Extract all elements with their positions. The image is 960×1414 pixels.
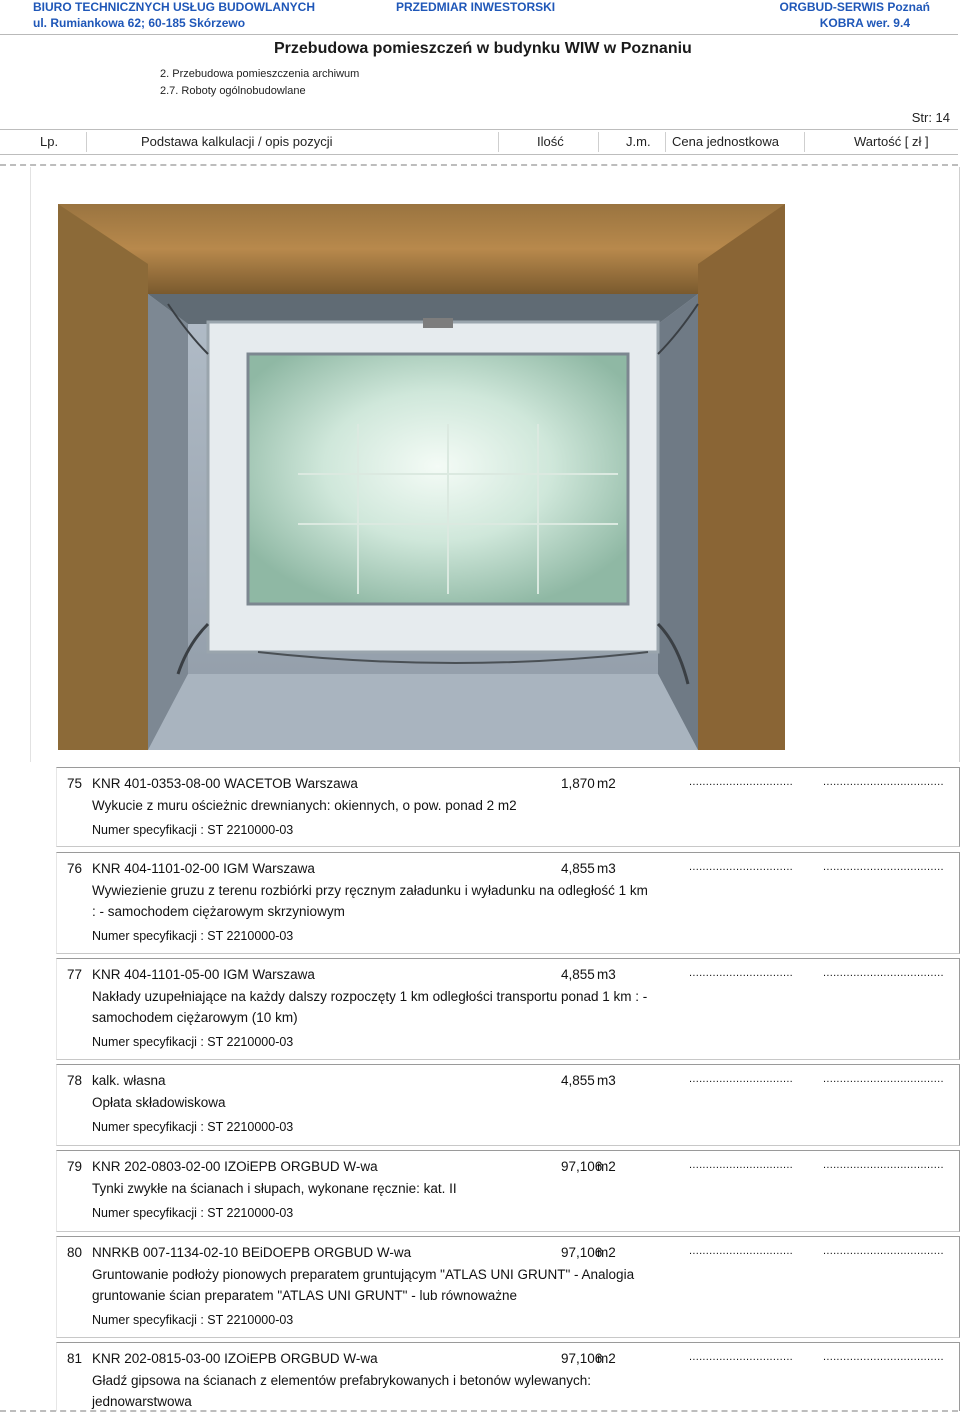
item-code: KNR 202-0803-02-00 IZOiEPB ORGBUD W-wa [92, 1159, 378, 1174]
list-item [56, 852, 960, 954]
item-unit: m2 [597, 1351, 616, 1366]
item-description: Opłata składowiskowa [92, 1095, 226, 1110]
software-vendor: ORGBUD-SERWIS Poznań [779, 0, 930, 14]
item-quantity: 4,855 [561, 861, 595, 876]
project-title: Przebudowa pomieszczeń w budynku WIW w Poznaniu [274, 40, 692, 57]
item-unit-price: ............................... [689, 967, 794, 979]
item-value: .................................... [823, 967, 944, 979]
item-number: 77 [67, 967, 83, 982]
item-quantity: 1,870 [561, 776, 595, 791]
item-unit: m3 [597, 1073, 616, 1088]
column-divider [498, 132, 499, 152]
item-code: KNR 404-1101-05-00 IGM Warszawa [92, 967, 315, 982]
col-basis: Podstawa kalkulacji / opis pozycji [141, 134, 333, 149]
item-quantity: 4,855 [561, 1073, 595, 1088]
section-heading: 2. Przebudowa pomieszczenia archiwum [160, 68, 360, 80]
subsection-heading: 2.7. Roboty ogólnobudowlane [160, 85, 306, 97]
dashed-separator [0, 164, 958, 166]
item-unit-price: ............................... [689, 1073, 794, 1085]
item-spec-number: Numer specyfikacji : ST 2210000-03 [92, 1120, 294, 1134]
item-description: Gruntowanie podłoży pionowych preparatem gruntującym "ATLAS UNI GRUNT" - Analogia gruntowanie ścian preparatem "ATLAS UNI GRUNT" - lub równoważne [92, 1267, 635, 1303]
item-description: Gładź gipsowa na ścianach z elementów prefabrykowanych i betonów wylewanych: jednowarstwowa [92, 1373, 592, 1409]
document-type: PRZEDMIAR INWESTORSKI [396, 0, 556, 14]
col-value: Wartość [ zł ] [854, 134, 929, 149]
item-description: Nakłady uzupełniające na każdy dalszy rozpoczęty 1 km odległości transportu ponad 1 km : - samochodem ciężarowym (10 km) [92, 989, 648, 1025]
item-code: KNR 401-0353-08-00 WACETOB Warszawa [92, 776, 358, 791]
item-code: KNR 404-1101-02-00 IGM Warszawa [92, 861, 315, 876]
item-value: .................................... [823, 861, 944, 873]
item-number: 81 [67, 1351, 83, 1366]
item-number: 80 [67, 1245, 83, 1260]
item-unit-price: ............................... [689, 861, 794, 873]
software-version: KOBRA wer. 9.4 [819, 16, 910, 30]
company-name: BIURO TECHNICZNYCH USŁUG BUDOWLANYCH [33, 0, 315, 14]
item-code: KNR 202-0815-03-00 IZOiEPB ORGBUD W-wa [92, 1351, 378, 1366]
item-description: Tynki zwykłe na ścianach i słupach, wykonane ręcznie: kat. II [92, 1181, 457, 1196]
item-description: Wywiezienie gruzu z terenu rozbiórki przy ręcznym załadunku i wyładunku na odległość 1 km : - samochodem ciężarowym skrzyniowym [92, 883, 648, 919]
item-spec-number: Numer specyfikacji : ST 2210000-03 [92, 929, 294, 943]
col-unit: J.m. [626, 134, 651, 149]
item-spec-number: Numer specyfikacji : ST 2210000-03 [92, 1035, 294, 1049]
item-description: Wykucie z muru ościeżnic drewnianych: okiennych, o pow. ponad 2 m2 [92, 798, 517, 813]
item-unit-price: ............................... [689, 1159, 794, 1171]
item-spec-number: Numer specyfikacji : ST 2210000-03 [92, 1313, 294, 1327]
item-unit-price: ............................... [689, 1351, 794, 1363]
item-unit-price: ............................... [689, 1245, 794, 1257]
column-divider [665, 132, 666, 152]
item-number: 76 [67, 861, 83, 876]
item-unit: m2 [597, 1245, 616, 1260]
list-item [56, 1150, 960, 1232]
col-qty: Ilość [537, 134, 564, 149]
header-rule [0, 34, 958, 35]
item-quantity: 4,855 [561, 967, 595, 982]
item-unit: m3 [597, 861, 616, 876]
column-divider [86, 132, 87, 152]
page-number: Str: 14 [911, 110, 950, 125]
list-item [56, 767, 960, 847]
item-number: 75 [67, 776, 83, 791]
item-value: .................................... [823, 776, 944, 788]
item-code: NNRKB 007-1134-02-10 BEiDOEPB ORGBUD W-wa [92, 1245, 412, 1260]
item-spec-number: Numer specyfikacji : ST 2210000-03 [92, 823, 294, 837]
col-unit-price: Cena jednostkowa [672, 134, 779, 149]
company-address: ul. Rumiankowa 62; 60-185 Skórzewo [33, 16, 246, 30]
window-frame-photo [58, 204, 785, 750]
list-item [56, 1064, 960, 1146]
list-item [56, 1236, 960, 1338]
item-unit: m2 [597, 1159, 616, 1174]
item-unit-price: ............................... [689, 776, 794, 788]
column-header-row [0, 129, 958, 155]
column-divider [804, 132, 805, 152]
column-divider [598, 132, 599, 152]
item-quantity: 97,106 [561, 1159, 603, 1174]
list-item [56, 958, 960, 1060]
item-unit: m3 [597, 967, 616, 982]
list-item [56, 1342, 960, 1411]
item-spec-number: Numer specyfikacji : ST 2210000-03 [92, 1206, 294, 1220]
item-value: .................................... [823, 1245, 944, 1257]
item-code: kalk. własna [92, 1073, 166, 1088]
col-lp: Lp. [40, 134, 59, 149]
item-unit: m2 [597, 776, 616, 791]
item-value: .................................... [823, 1073, 944, 1085]
item-value: .................................... [823, 1351, 944, 1363]
item-quantity: 97,106 [561, 1351, 603, 1366]
dashed-separator [0, 1410, 958, 1412]
item-value: .................................... [823, 1159, 944, 1171]
item-number: 78 [67, 1073, 83, 1088]
item-number: 79 [67, 1159, 83, 1174]
item-quantity: 97,106 [561, 1245, 603, 1260]
